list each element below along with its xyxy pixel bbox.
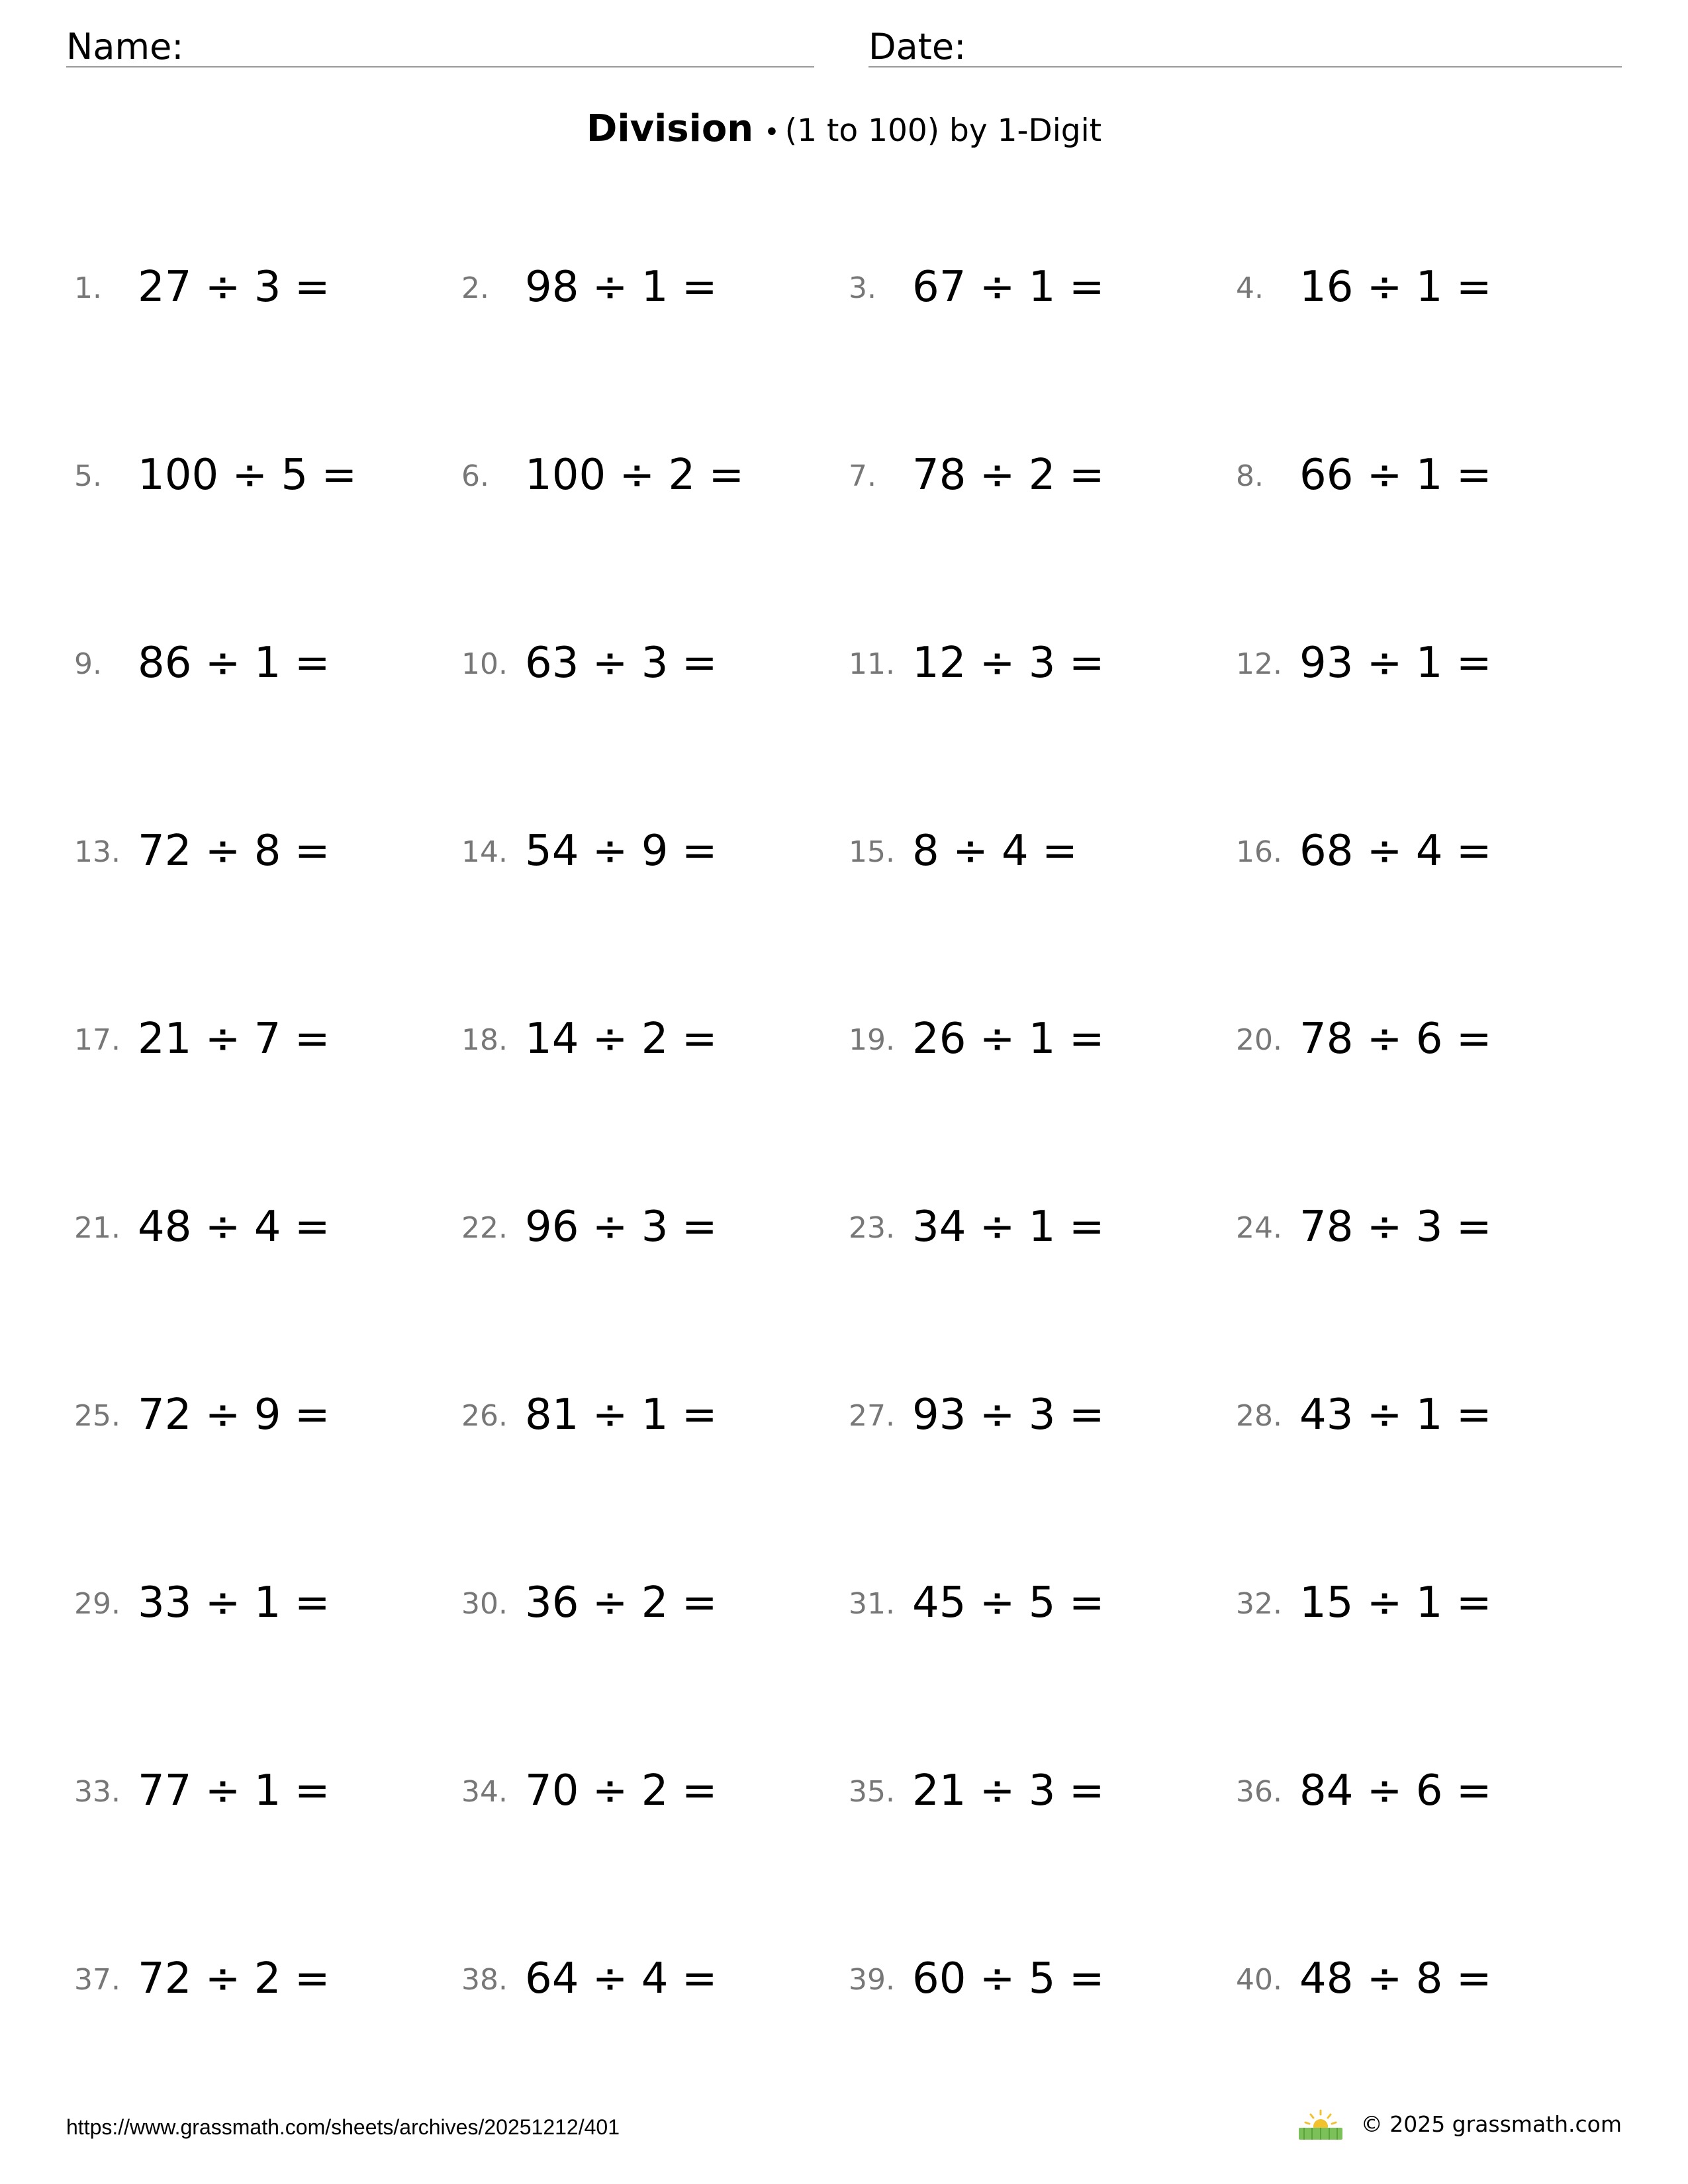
problem-number: 23. <box>849 1211 895 1245</box>
problem-item <box>461 1943 845 2009</box>
problem-number: 13. <box>74 835 120 869</box>
footer-brand <box>1297 2105 1622 2144</box>
footer-url: https://www.grassmath.com/sheets/archives/20251212/401 <box>66 2115 620 2139</box>
problem-item <box>74 1379 458 1445</box>
problem-number: 24. <box>1236 1211 1282 1245</box>
problem-number: 29. <box>74 1587 120 1621</box>
problem-item <box>1236 815 1620 882</box>
problem-expression: 54 ÷ 9 = <box>525 827 718 876</box>
problem-expression: 96 ÷ 3 = <box>525 1203 718 1251</box>
problem-number: 6. <box>461 459 489 493</box>
problem-expression: 27 ÷ 3 = <box>138 263 330 312</box>
problem-number: 20. <box>1236 1023 1282 1057</box>
problem-item <box>74 627 458 694</box>
problem-item <box>849 1379 1233 1445</box>
problem-number: 22. <box>461 1211 508 1245</box>
problem-expression: 12 ÷ 3 = <box>912 639 1105 688</box>
problem-expression: 14 ÷ 2 = <box>525 1015 718 1064</box>
problem-number: 27. <box>849 1399 895 1433</box>
problem-number: 9. <box>74 647 102 681</box>
sun-over-grass-icon <box>1297 2108 1344 2141</box>
footer-copyright: © 2025 grassmath.com <box>1360 2111 1622 2137</box>
problem-item <box>1236 627 1620 694</box>
problem-item <box>1236 1379 1620 1445</box>
problem-item <box>849 1755 1233 1821</box>
problem-item <box>461 1003 845 1069</box>
problem-number: 36. <box>1236 1775 1282 1809</box>
problem-item <box>461 251 845 318</box>
problem-number: 1. <box>74 271 102 305</box>
problem-item <box>849 627 1233 694</box>
problem-number: 19. <box>849 1023 895 1057</box>
problem-number: 33. <box>74 1775 120 1809</box>
problem-item <box>849 1943 1233 2009</box>
problem-expression: 33 ÷ 1 = <box>138 1578 330 1627</box>
problem-expression: 34 ÷ 1 = <box>912 1203 1105 1251</box>
problem-item <box>74 251 458 318</box>
problem-number: 18. <box>461 1023 508 1057</box>
problem-number: 31. <box>849 1587 895 1621</box>
problem-number: 35. <box>849 1775 895 1809</box>
title-subtitle: (1 to 100) by 1-Digit <box>784 113 1102 149</box>
title-bullet: • <box>764 117 780 148</box>
name-label: Name: <box>66 26 184 68</box>
problem-item <box>849 1567 1233 1633</box>
problem-expression: 100 ÷ 5 = <box>138 451 357 500</box>
problem-number: 30. <box>461 1587 508 1621</box>
problem-expression: 70 ÷ 2 = <box>525 1766 718 1815</box>
problem-number: 25. <box>74 1399 120 1433</box>
problem-item <box>849 251 1233 318</box>
problem-expression: 64 ÷ 4 = <box>525 1954 718 2003</box>
problem-expression: 67 ÷ 1 = <box>912 263 1105 312</box>
problem-number: 26. <box>461 1399 508 1433</box>
problem-expression: 72 ÷ 2 = <box>138 1954 330 2003</box>
problem-number: 37. <box>74 1963 120 1997</box>
problem-number: 12. <box>1236 647 1282 681</box>
problem-item <box>1236 1943 1620 2009</box>
problem-number: 8. <box>1236 459 1264 493</box>
problem-expression: 36 ÷ 2 = <box>525 1578 718 1627</box>
problem-item <box>74 815 458 882</box>
problem-item <box>1236 251 1620 318</box>
problem-expression: 100 ÷ 2 = <box>525 451 745 500</box>
problem-expression: 21 ÷ 7 = <box>138 1015 330 1064</box>
problem-expression: 66 ÷ 1 = <box>1299 451 1492 500</box>
problem-expression: 45 ÷ 5 = <box>912 1578 1105 1627</box>
problem-number: 40. <box>1236 1963 1282 1997</box>
problem-expression: 78 ÷ 3 = <box>1299 1203 1492 1251</box>
problem-expression: 60 ÷ 5 = <box>912 1954 1105 2003</box>
problem-number: 5. <box>74 459 102 493</box>
problem-item <box>1236 1191 1620 1257</box>
problem-item <box>461 627 845 694</box>
problem-number: 3. <box>849 271 876 305</box>
problem-expression: 68 ÷ 4 = <box>1299 827 1492 876</box>
title-main: Division <box>586 107 754 150</box>
problem-number: 7. <box>849 459 876 493</box>
problem-item <box>74 1191 458 1257</box>
problem-item <box>849 815 1233 882</box>
problem-number: 34. <box>461 1775 508 1809</box>
problem-expression: 26 ÷ 1 = <box>912 1015 1105 1064</box>
problem-item <box>74 1943 458 2009</box>
problem-item <box>1236 1755 1620 1821</box>
problem-expression: 81 ÷ 1 = <box>525 1390 718 1439</box>
problem-number: 11. <box>849 647 895 681</box>
problem-number: 10. <box>461 647 508 681</box>
problem-expression: 72 ÷ 9 = <box>138 1390 330 1439</box>
problem-item <box>461 1567 845 1633</box>
problem-item <box>1236 1567 1620 1633</box>
problem-expression: 84 ÷ 6 = <box>1299 1766 1492 1815</box>
problem-number: 2. <box>461 271 489 305</box>
problem-item <box>74 1755 458 1821</box>
problem-expression: 86 ÷ 1 = <box>138 639 330 688</box>
problem-expression: 78 ÷ 6 = <box>1299 1015 1492 1064</box>
problem-item <box>461 1191 845 1257</box>
problem-expression: 48 ÷ 8 = <box>1299 1954 1492 2003</box>
problem-item <box>461 439 845 506</box>
problem-expression: 72 ÷ 8 = <box>138 827 330 876</box>
problem-item <box>1236 439 1620 506</box>
problem-expression: 43 ÷ 1 = <box>1299 1390 1492 1439</box>
problem-item <box>849 1191 1233 1257</box>
problem-number: 28. <box>1236 1399 1282 1433</box>
problem-item <box>74 1003 458 1069</box>
problem-item <box>461 1755 845 1821</box>
problem-expression: 8 ÷ 4 = <box>912 827 1078 876</box>
date-label: Date: <box>868 26 966 68</box>
problem-number: 4. <box>1236 271 1264 305</box>
problem-number: 17. <box>74 1023 120 1057</box>
problem-number: 15. <box>849 835 895 869</box>
problem-item <box>74 439 458 506</box>
problem-item <box>849 439 1233 506</box>
problem-item <box>461 815 845 882</box>
problem-expression: 16 ÷ 1 = <box>1299 263 1492 312</box>
problem-number: 38. <box>461 1963 508 1997</box>
problem-expression: 21 ÷ 3 = <box>912 1766 1105 1815</box>
problem-expression: 78 ÷ 2 = <box>912 451 1105 500</box>
problem-expression: 93 ÷ 1 = <box>1299 639 1492 688</box>
problem-expression: 48 ÷ 4 = <box>138 1203 330 1251</box>
problem-number: 39. <box>849 1963 895 1997</box>
problem-item <box>849 1003 1233 1069</box>
problem-expression: 98 ÷ 1 = <box>525 263 718 312</box>
problem-expression: 63 ÷ 3 = <box>525 639 718 688</box>
problem-expression: 77 ÷ 1 = <box>138 1766 330 1815</box>
problem-expression: 15 ÷ 1 = <box>1299 1578 1492 1627</box>
problem-number: 16. <box>1236 835 1282 869</box>
problem-number: 14. <box>461 835 508 869</box>
problem-item <box>461 1379 845 1445</box>
problem-expression: 93 ÷ 3 = <box>912 1390 1105 1439</box>
problem-item <box>1236 1003 1620 1069</box>
problem-item <box>74 1567 458 1633</box>
problem-number: 21. <box>74 1211 120 1245</box>
problem-number: 32. <box>1236 1587 1282 1621</box>
